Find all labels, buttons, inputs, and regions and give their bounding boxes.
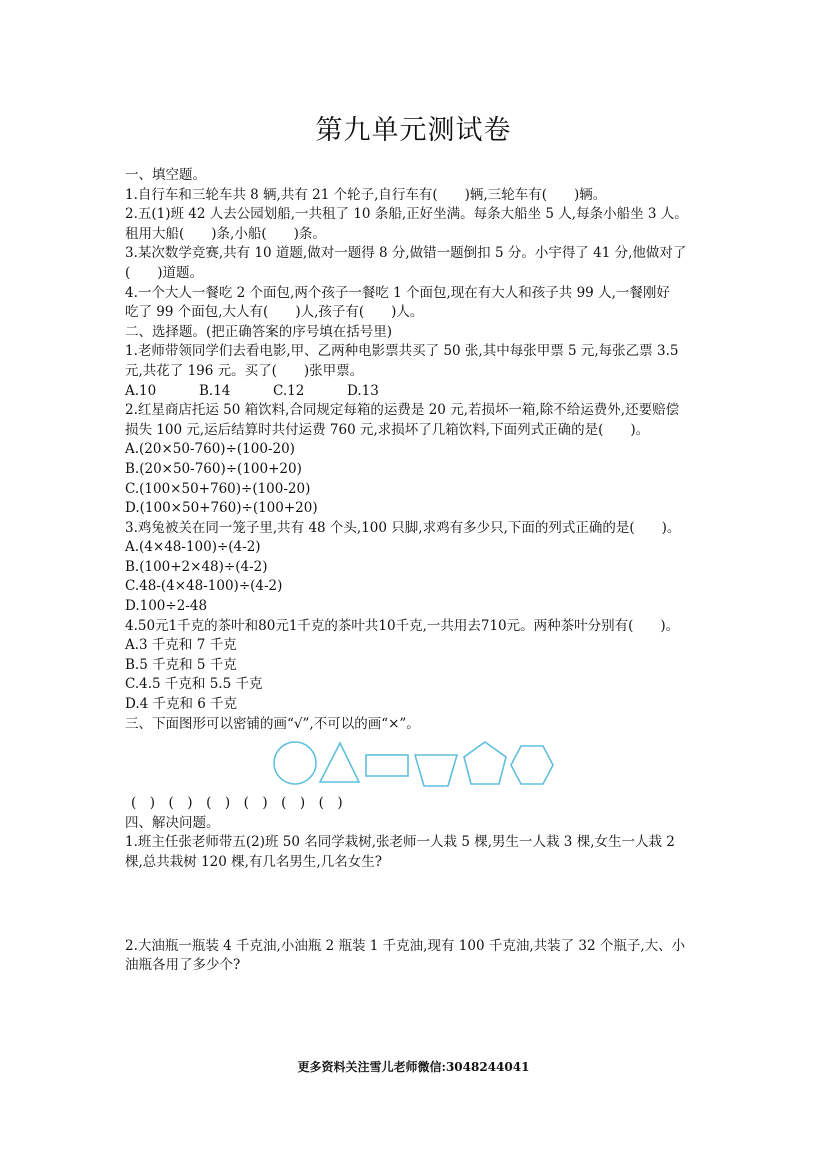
question-line: 油瓶各用了多少个?: [125, 957, 241, 974]
question-line: 1.自行车和三轮车共 8 辆,共有 21 个轮子,自行车有( )辆,三轮车有( )辆。: [125, 186, 607, 203]
option: A.10: [125, 382, 157, 399]
question-line: 1.班主任张老师带五(2)班 50 名同学栽树,张老师一人栽 5 棵,男生一人栽 3 棵,女生一人栽 2: [125, 834, 675, 851]
option: A.3 千克和 7 千克: [125, 637, 237, 654]
option: B.5 千克和 5 千克: [125, 656, 237, 673]
question-line: ( )道题。: [125, 264, 204, 281]
question-line: 损失 100 元,运后结算时共付运费 760 元,求损坏了几箱饮料,下面列式正确的是( )。: [125, 421, 650, 438]
question-line: 1.老师带领同学们去看电影,甲、乙两种电影票共买了 50 张,其中每张甲票 5 元,每张乙票 3.5: [125, 343, 679, 360]
option: C.4.5 千克和 5.5 千克: [125, 676, 263, 693]
option: A.(20×50-760)÷(100-20): [125, 441, 295, 458]
shapes-figure: [125, 734, 705, 794]
question-line: 2.五(1)班 42 人去公园划船,一共租了 10 条船,正好坐满。每条大船坐 5 人,每条小船坐 3 人。: [125, 206, 688, 223]
option: D.4 千克和 6 千克: [125, 696, 238, 713]
option: C.12: [273, 382, 305, 399]
question-line: 4.一个大人一餐吃 2 个面包,两个孩子一餐吃 1 个面包,现在有大人和孩子共 99 人,一餐刚好: [125, 284, 670, 301]
option: B.14: [199, 382, 231, 399]
shapes-svg: [271, 738, 561, 790]
option: C.(100×50+760)÷(100-20): [125, 480, 311, 497]
circle-shape: [274, 742, 316, 784]
section2-heading: 二、选择题。(把正确答案的序号填在括号里): [125, 323, 393, 340]
option: B.(20×50-760)÷(100+20): [125, 460, 302, 477]
triangle-shape: [320, 743, 359, 782]
section3-heading: 三、下面图形可以密铺的画“√”,不可以的画“×”。: [125, 715, 420, 732]
answer-blanks: ( ) ( ) ( ) ( ) ( ) ( ): [131, 795, 343, 812]
answer-space: [125, 873, 705, 937]
section1-heading: 一、填空题。: [125, 167, 206, 183]
section4-heading: 四、解决问题。: [125, 814, 220, 831]
question-line: 3.鸡兔被关在同一笼子里,共有 48 个头,100 只脚,求鸡有多少只,下面的列式正确的是( )。: [125, 519, 681, 536]
question-line: 4.50元1千克的茶叶和80元1千克的茶叶共10千克,一共用去710元。两种茶叶分别有( )。: [125, 617, 680, 634]
option: B.(100+2×48)÷(4-2): [125, 558, 268, 575]
rectangle-shape: [366, 755, 408, 776]
test-content: [125, 166, 705, 976]
question-line: 元,共花了 196 元。买了( )张甲票。: [125, 362, 364, 379]
footer-note: 更多资料关注雪儿老师微信:3048244041: [297, 1060, 530, 1074]
trapezoid-shape: [415, 755, 457, 786]
question-line: 3.某次数学竞赛,共有 10 道题,做对一题得 8 分,做错一题倒扣 5 分。小宇得了 41 分,他做对了: [125, 245, 687, 262]
question-line: 租用大船( )条,小船( )条。: [125, 225, 326, 242]
pentagon-shape: [464, 742, 506, 784]
option: D.(100×50+760)÷(100+20): [125, 500, 318, 517]
question-line: 2.大油瓶一瓶装 4 千克油,小油瓶 2 瓶装 1 千克油,现有 100 千克油,共装了 32 个瓶子,大、小: [125, 937, 686, 954]
page-title: 第九单元测试卷: [315, 115, 512, 146]
option: A.(4×48-100)÷(4-2): [125, 539, 261, 556]
question-line: 棵,总共栽树 120 棵,有几名男生,几名女生?: [125, 854, 382, 870]
question-line: 2.红星商店托运 50 箱饮料,合同规定每箱的运费是 20 元,若损坏一箱,除不给运费外,还要赔偿: [125, 402, 680, 419]
question-line: 吃了 99 个面包,大人有( )人,孩子有( )人。: [125, 304, 424, 321]
hexagon-shape: [511, 746, 553, 784]
option: C.48-(4×48-100)÷(4-2): [125, 578, 283, 595]
option: D.100÷2-48: [125, 598, 208, 615]
option: D.13: [347, 382, 379, 399]
option-row: [125, 382, 705, 402]
